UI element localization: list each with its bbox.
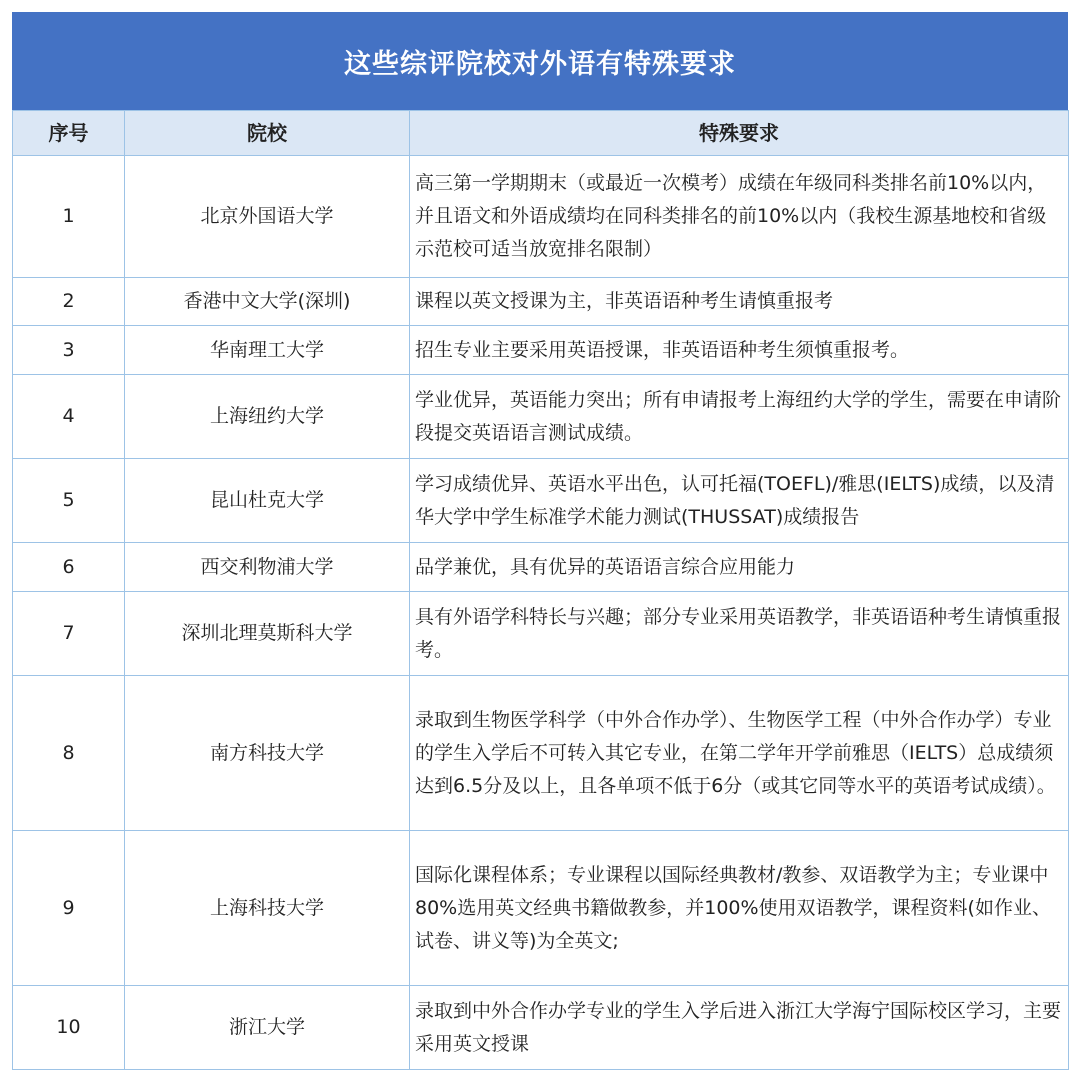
header-requirement: 特殊要求 (410, 111, 1069, 156)
header-index: 序号 (13, 111, 125, 156)
table-row (13, 986, 1069, 1070)
row-school: 深圳北理莫斯科大学 (125, 592, 410, 676)
row-school: 南方科技大学 (125, 676, 410, 831)
row-school: 昆山杜克大学 (125, 459, 410, 543)
requirements-sheet (12, 12, 1068, 1070)
row-index: 5 (13, 459, 125, 543)
row-requirement: 学业优异，英语能力突出；所有申请报考上海纽约大学的学生，需要在申请阶段提交英语语言测试成绩。 (410, 375, 1069, 459)
row-school: 华南理工大学 (125, 326, 410, 375)
row-school: 上海科技大学 (125, 831, 410, 986)
row-index: 10 (13, 986, 125, 1070)
table-row (13, 278, 1069, 326)
row-requirement: 录取到生物医学科学（中外合作办学）、生物医学工程（中外合作办学）专业的学生入学后不可转入其它专业，在第二学年开学前雅思（IELTS）总成绩须达到6.5分及以上，且各单项不低于6分（或其它同等水平的英语考试成绩）。 (410, 676, 1069, 831)
table-row (13, 326, 1069, 375)
table-row (13, 459, 1069, 543)
row-requirement: 学习成绩优异、英语水平出色，认可托福(TOEFL)/雅思(IELTS)成绩，以及清华大学中学生标准学术能力测试(THUSSAT)成绩报告 (410, 459, 1069, 543)
table-row (13, 592, 1069, 676)
row-school: 浙江大学 (125, 986, 410, 1070)
table-row (13, 543, 1069, 592)
row-index: 8 (13, 676, 125, 831)
header-school: 院校 (125, 111, 410, 156)
row-requirement: 具有外语学科特长与兴趣；部分专业采用英语教学，非英语语种考生请慎重报考。 (410, 592, 1069, 676)
row-index: 4 (13, 375, 125, 459)
row-requirement: 招生专业主要采用英语授课，非英语语种考生须慎重报考。 (410, 326, 1069, 375)
row-requirement: 国际化课程体系；专业课程以国际经典教材/教参、双语教学为主；专业课中80%选用英文经典书籍做教参，并100%使用双语教学，课程资料(如作业、试卷、讲义等)为全英文; (410, 831, 1069, 986)
row-requirement: 品学兼优，具有优异的英语语言综合应用能力 (410, 543, 1069, 592)
table-row (13, 676, 1069, 831)
row-index: 7 (13, 592, 125, 676)
row-school: 西交利物浦大学 (125, 543, 410, 592)
row-index: 2 (13, 278, 125, 326)
row-requirement: 高三第一学期期末（或最近一次模考）成绩在年级同科类排名前10%以内，并且语文和外语成绩均在同科类排名的前10%以内（我校生源基地校和省级示范校可适当放宽排名限制） (410, 156, 1069, 278)
row-school: 香港中文大学(深圳) (125, 278, 410, 326)
row-requirement: 课程以英文授课为主，非英语语种考生请慎重报考 (410, 278, 1069, 326)
table-row (13, 156, 1069, 278)
row-requirement: 录取到中外合作办学专业的学生入学后进入浙江大学海宁国际校区学习，主要采用英文授课 (410, 986, 1069, 1070)
table-title: 这些综评院校对外语有特殊要求 (12, 12, 1068, 110)
row-index: 9 (13, 831, 125, 986)
row-index: 3 (13, 326, 125, 375)
header-row (13, 111, 1069, 156)
row-index: 1 (13, 156, 125, 278)
table-row (13, 831, 1069, 986)
row-index: 6 (13, 543, 125, 592)
row-school: 北京外国语大学 (125, 156, 410, 278)
row-school: 上海纽约大学 (125, 375, 410, 459)
table-row (13, 375, 1069, 459)
requirements-table (12, 110, 1069, 1070)
